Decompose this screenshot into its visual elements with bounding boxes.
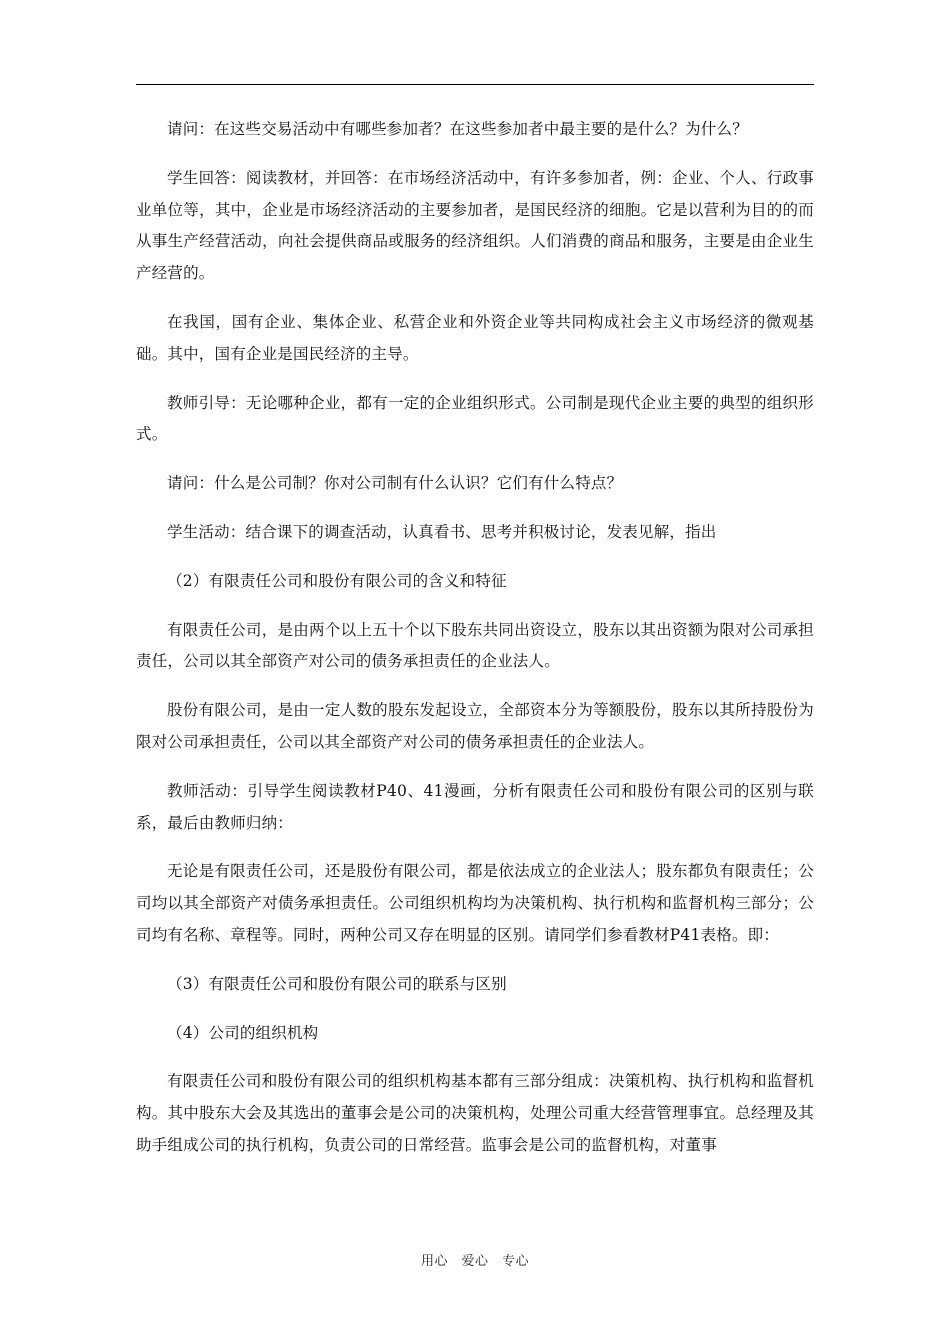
paragraph: 学生活动：结合课下的调查活动，认真看书、思考并积极讨论，发表见解，指出 — [167, 522, 717, 541]
section-heading: （3）有限责任公司和股份有限公司的联系与区别 — [167, 974, 507, 993]
paragraph: 教师引导：无论哪种企业，都有一定的企业组织形式。公司制是现代企业主要的典型的组织形式。 — [136, 393, 814, 444]
paragraph: 无论是有限责任公司，还是股份有限公司，都是依法成立的企业法人；股东都负有限责任；公司均以其全部资产对债务承担责任。公司组织机构均为决策机构、执行机构和监督机构三部分；公司均有名称、章程等。同时，两种公司又存在明显的区别。请同学们参看教材P41表格。即： — [136, 862, 814, 944]
paragraph: 学生回答：阅读教材，并回答：在市场经济活动中，有许多参加者，例：企业、个人、行政事业单位等，其中，企业是市场经济活动的主要参加者，是国民经济的细胞。它是以营利为目的的而从事生产经营活动，向社会提供商品或服务的经济组织。人们消费的商品和服务，主要是由企业生产经营的。 — [136, 168, 814, 283]
paragraph: 在我国，国有企业、集体企业、私营企业和外资企业等共同构成社会主义市场经济的微观基础。其中，国有企业是国民经济的主导。 — [136, 312, 814, 363]
paragraph: 请问：在这些交易活动中有哪些参加者？在这些参加者中最主要的是什么？为什么？ — [167, 120, 748, 138]
page-footer: 用心 爱心 专心 — [420, 1254, 529, 1269]
document-body — [136, 114, 814, 1179]
section-heading: （2）有限责任公司和股份有限公司的含义和特征 — [167, 571, 507, 590]
paragraph: 请问：什么是公司制？你对公司制有什么认识？它们有什么特点？ — [167, 474, 623, 493]
paragraph: 股份有限公司，是由一定人数的股东发起设立，全部资本分为等额股份，股东以其所持股份为限对公司承担责任，公司以其全部资产对公司的债务承担责任的企业法人。 — [136, 701, 814, 751]
header-rule — [136, 84, 814, 85]
paragraph: 有限责任公司，是由两个以上五十个以下股东共同出资设立，股东以其出资额为限对公司承担责任，公司以其全部资产对公司的债务承担责任的企业法人。 — [136, 620, 814, 671]
paragraph: 有限责任公司和股份有限公司的组织机构基本都有三部分组成：决策机构、执行机构和监督机构。其中股东大会及其选出的董事会是公司的决策机构，处理公司重大经营管理事宜。总经理及其助手组成公司的执行机构，负责公司的日常经营。监事会是公司的监督机构，对董事 — [136, 1072, 814, 1154]
paragraph: 教师活动：引导学生阅读教材P40、41漫画，分析有限责任公司和股份有限公司的区别与联系，最后由教师归纳： — [136, 781, 814, 832]
section-heading: （4）公司的组织机构 — [167, 1023, 319, 1042]
